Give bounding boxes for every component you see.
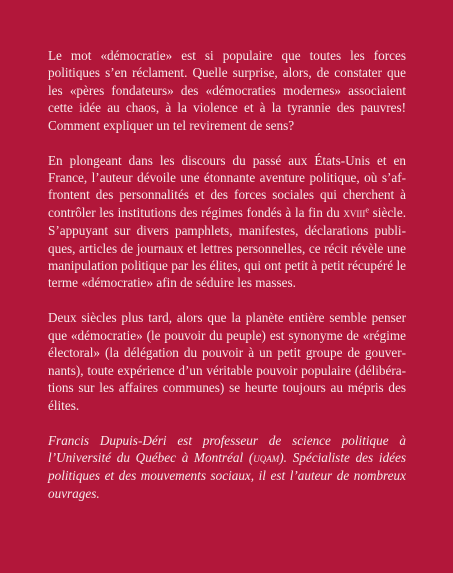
text-segment: Le mot «démocratie» est si populaire que toutes les forces politiques s’en réclament. Quelle surprise, alors, de constater que les «pères fondateurs» des «démocraties modernes» associaient cette idée au chaos, à la violence et à la tyrannie des pauvres! Comment expliquer un tel revirement de sens?	[48, 48, 406, 133]
summary-paragraph-1	[48, 47, 406, 134]
author-bio	[48, 432, 406, 503]
text-segment: Francis Dupuis-Déri est professeur de science politique à l’Université du Québec à Montréal (	[48, 432, 406, 465]
text-segment: ). Spécialiste des idées politiques et des mouvements sociaux, il est l’auteur de nombreux ouvrages.	[48, 449, 407, 501]
text-segment: En plongeant dans les discours du passé aux États-Unis et en France, l’auteur dévoile une étonnante aventure politique, où s’affrontent des personnalités et des forces sociales qui cherchent à contrôler les institutions des régimes fondés à la fin du	[48, 152, 406, 220]
text-segment: Deux siècles plus tard, alors que la planète entière semble penser que «démocratie» (le pouvoir du peuple) est synonyme de «régime électoral» (la délégation du pouvoir à un petit groupe de gouvernants), toute expérience d’un véritable pouvoir populaire (délibérations sur les affaires communes) se heurte toujours au mépris des élites.	[48, 310, 406, 413]
summary-paragraph-3	[48, 309, 406, 413]
summary-paragraph-2	[48, 152, 406, 292]
ordinal-superscript: e	[365, 205, 369, 215]
century-numeral: xviii	[343, 205, 366, 220]
institution-acronym: uqam	[253, 450, 280, 465]
text-segment: siècle. S’appuyant sur divers pamphlets, manifestes, déclarations publiques, articles de journaux et lettres personnelles, ce récit révèle une manipulation politique par les élites, qui ont petit à petit récupéré le terme «démocratie» afin de séduire les masses.	[48, 204, 406, 291]
